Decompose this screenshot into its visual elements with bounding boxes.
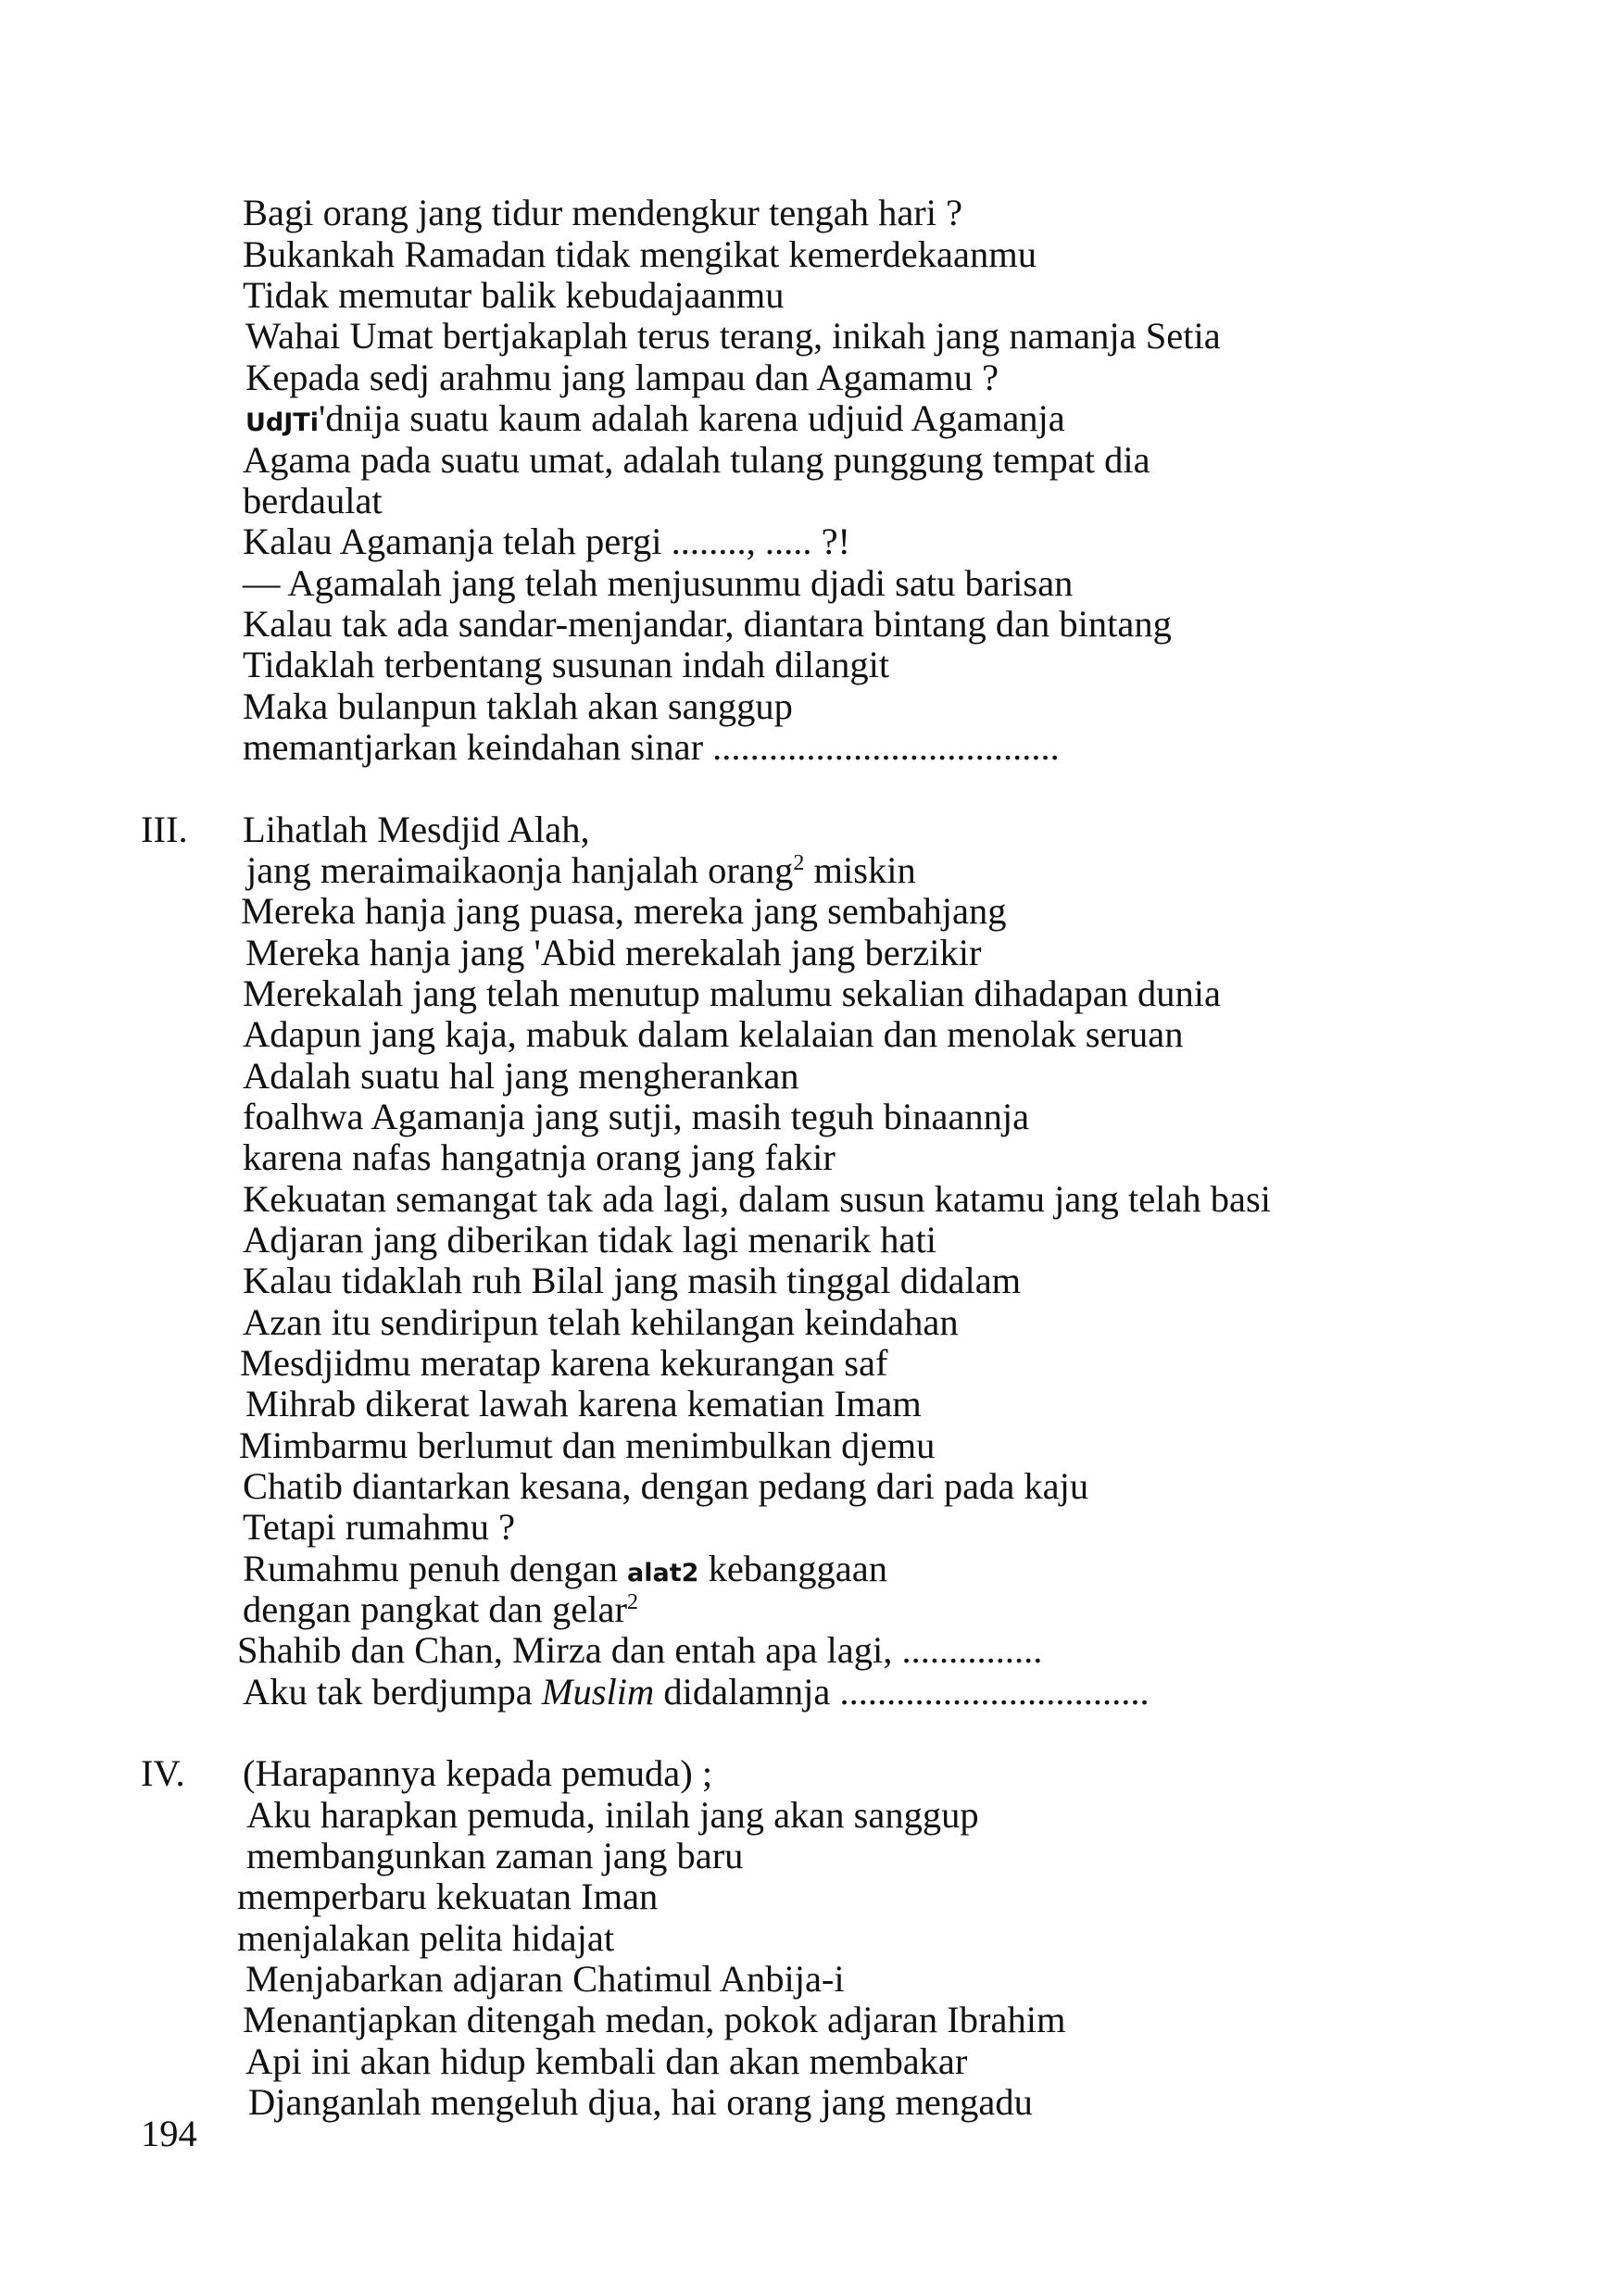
poem-line: menjalakan pelita hidajat — [237, 1917, 615, 1959]
poem-line: (Harapannya kepada pemuda) ; — [243, 1752, 713, 1794]
poem-line: Merekalah jang telah menutup malumu sekalian dihadapan dunia — [243, 972, 1222, 1014]
poem-line: Adalah suatu hal jang mengherankan — [243, 1055, 799, 1097]
poem-line-text: jang meraimaikaonja hanjalah orang — [246, 849, 794, 891]
poem-line: Lihatlah Mesdjid Alah, — [243, 809, 590, 850]
poem-line: foalhwa Agamanja jang sutji, masih teguh binaannja — [243, 1096, 1030, 1137]
poem-line: Maka bulanpun taklah akan sanggup — [243, 685, 793, 727]
poem-line: Bukankah Ramadan tidak mengikat kemerdekaanmu — [243, 233, 1037, 275]
poem-line: Kalau tidaklah ruh Bilal jang masih tinggal didalam — [243, 1260, 1022, 1301]
poem-line — [245, 398, 1065, 444]
poem-line — [246, 850, 916, 891]
ocr-fragment: UdJTi — [245, 408, 319, 437]
poem-line: Mereka hanja jang puasa, mereka jang sembahjang — [241, 890, 1007, 932]
poem-line-text: kebanggaan — [698, 1548, 887, 1589]
poem-line: Mereka hanja jang 'Abid merekalah jang berzikir — [245, 932, 982, 973]
poem-line-text: Aku tak berdjumpa — [243, 1671, 542, 1713]
poem-line: Menjabarkan adjaran Chatimul Anbija-i — [245, 1958, 845, 2000]
page-number: 194 — [141, 2113, 197, 2154]
poem-line: Kekuatan semangat tak ada lagi, dalam susun katamu jang telah basi — [243, 1178, 1272, 1220]
poem-line: Tetapi rumahmu ? — [243, 1506, 516, 1548]
poem-line: Mihrab dikerat lawah karena kematian Imam — [245, 1383, 922, 1424]
poem-line: Mesdjidmu meratap karena kekurangan saf — [240, 1342, 888, 1384]
poem-line: Chatib diantarkan kesana, dengan pedang dari pada kaju — [243, 1465, 1089, 1507]
poem-line-text: Rumahmu penuh dengan — [243, 1548, 628, 1589]
poem-line: berdaulat — [243, 480, 383, 521]
poem-line — [243, 1589, 638, 1630]
poem-line: karena nafas hangatnja orang jang fakir — [243, 1136, 836, 1178]
poem-line: — Agamalah jang telah menjusunmu djadi satu barisan — [243, 562, 1074, 604]
poem-line: Agama pada suatu umat, adalah tulang punggung tempat dia — [243, 439, 1150, 481]
poem-line: Kalau Agamanja telah pergi ........, ..... ?! — [243, 521, 851, 562]
poem-line: Mimbarmu berlumut dan menimbulkan djemu — [239, 1424, 936, 1466]
poem-line-text: 'dnija suatu kaum adalah karena udjuid Agamanja — [318, 397, 1065, 439]
section-number-iv: IV. — [141, 1752, 185, 1794]
poem-line: Aku harapkan pemuda, inilah jang akan sanggup — [246, 1794, 979, 1836]
ocr-fragment: alat2 — [627, 1559, 699, 1587]
poem-line: Djanganlah mengeluh djua, hai orang jang mengadu — [248, 2081, 1033, 2123]
poem-line: memperbaru kekuatan Iman — [237, 1876, 659, 1917]
poem-line: Menantjapkan ditengah medan, pokok adjaran Ibrahim — [243, 1999, 1066, 2040]
poem-line: Shahib dan Chan, Mirza dan entah apa lagi, ............... — [237, 1629, 1043, 1671]
poem-line: Api ini akan hidup kembali dan akan membakar — [245, 2040, 968, 2082]
poem-line-text: didalamnja ................................. — [654, 1671, 1150, 1713]
section-number-iii: III. — [141, 809, 188, 850]
poem-line: Adapun jang kaja, mabuk dalam kelalaian dan menolak seruan — [243, 1013, 1184, 1055]
poem-line: Bagi orang jang tidur mendengkur tengah hari ? — [243, 192, 963, 233]
poem-line-text: miskin — [804, 849, 916, 891]
poem-line-text: dengan pangkat dan gelar — [243, 1588, 627, 1630]
poem-line: Tidak memutar balik kebudajaanmu — [243, 274, 785, 316]
italic-word: Muslim — [541, 1671, 655, 1713]
poem-line — [243, 1672, 1150, 1713]
poem-line: Azan itu sendiripun telah kehilangan keindahan — [243, 1301, 959, 1343]
poem-line: membangunkan zaman jang baru — [246, 1835, 744, 1876]
poem-line: Kalau tak ada sandar-menjandar, diantara bintang dan bintang — [243, 603, 1172, 645]
superscript: 2 — [626, 1590, 638, 1614]
poem-line: Tidaklah terbentang susunan indah dilangit — [243, 644, 890, 685]
poem-line — [243, 1549, 887, 1594]
superscript: 2 — [793, 851, 805, 875]
poem-line: Kepada sedj arahmu jang lampau dan Agamamu ? — [245, 357, 999, 398]
poem-line: Adjaran jang diberikan tidak lagi menarik hati — [243, 1219, 936, 1261]
poem-line: Wahai Umat bertjakaplah terus terang, inikah jang namanja Setia — [245, 315, 1221, 357]
poem-line: memantjarkan keindahan sinar ..................................... — [243, 726, 1060, 768]
